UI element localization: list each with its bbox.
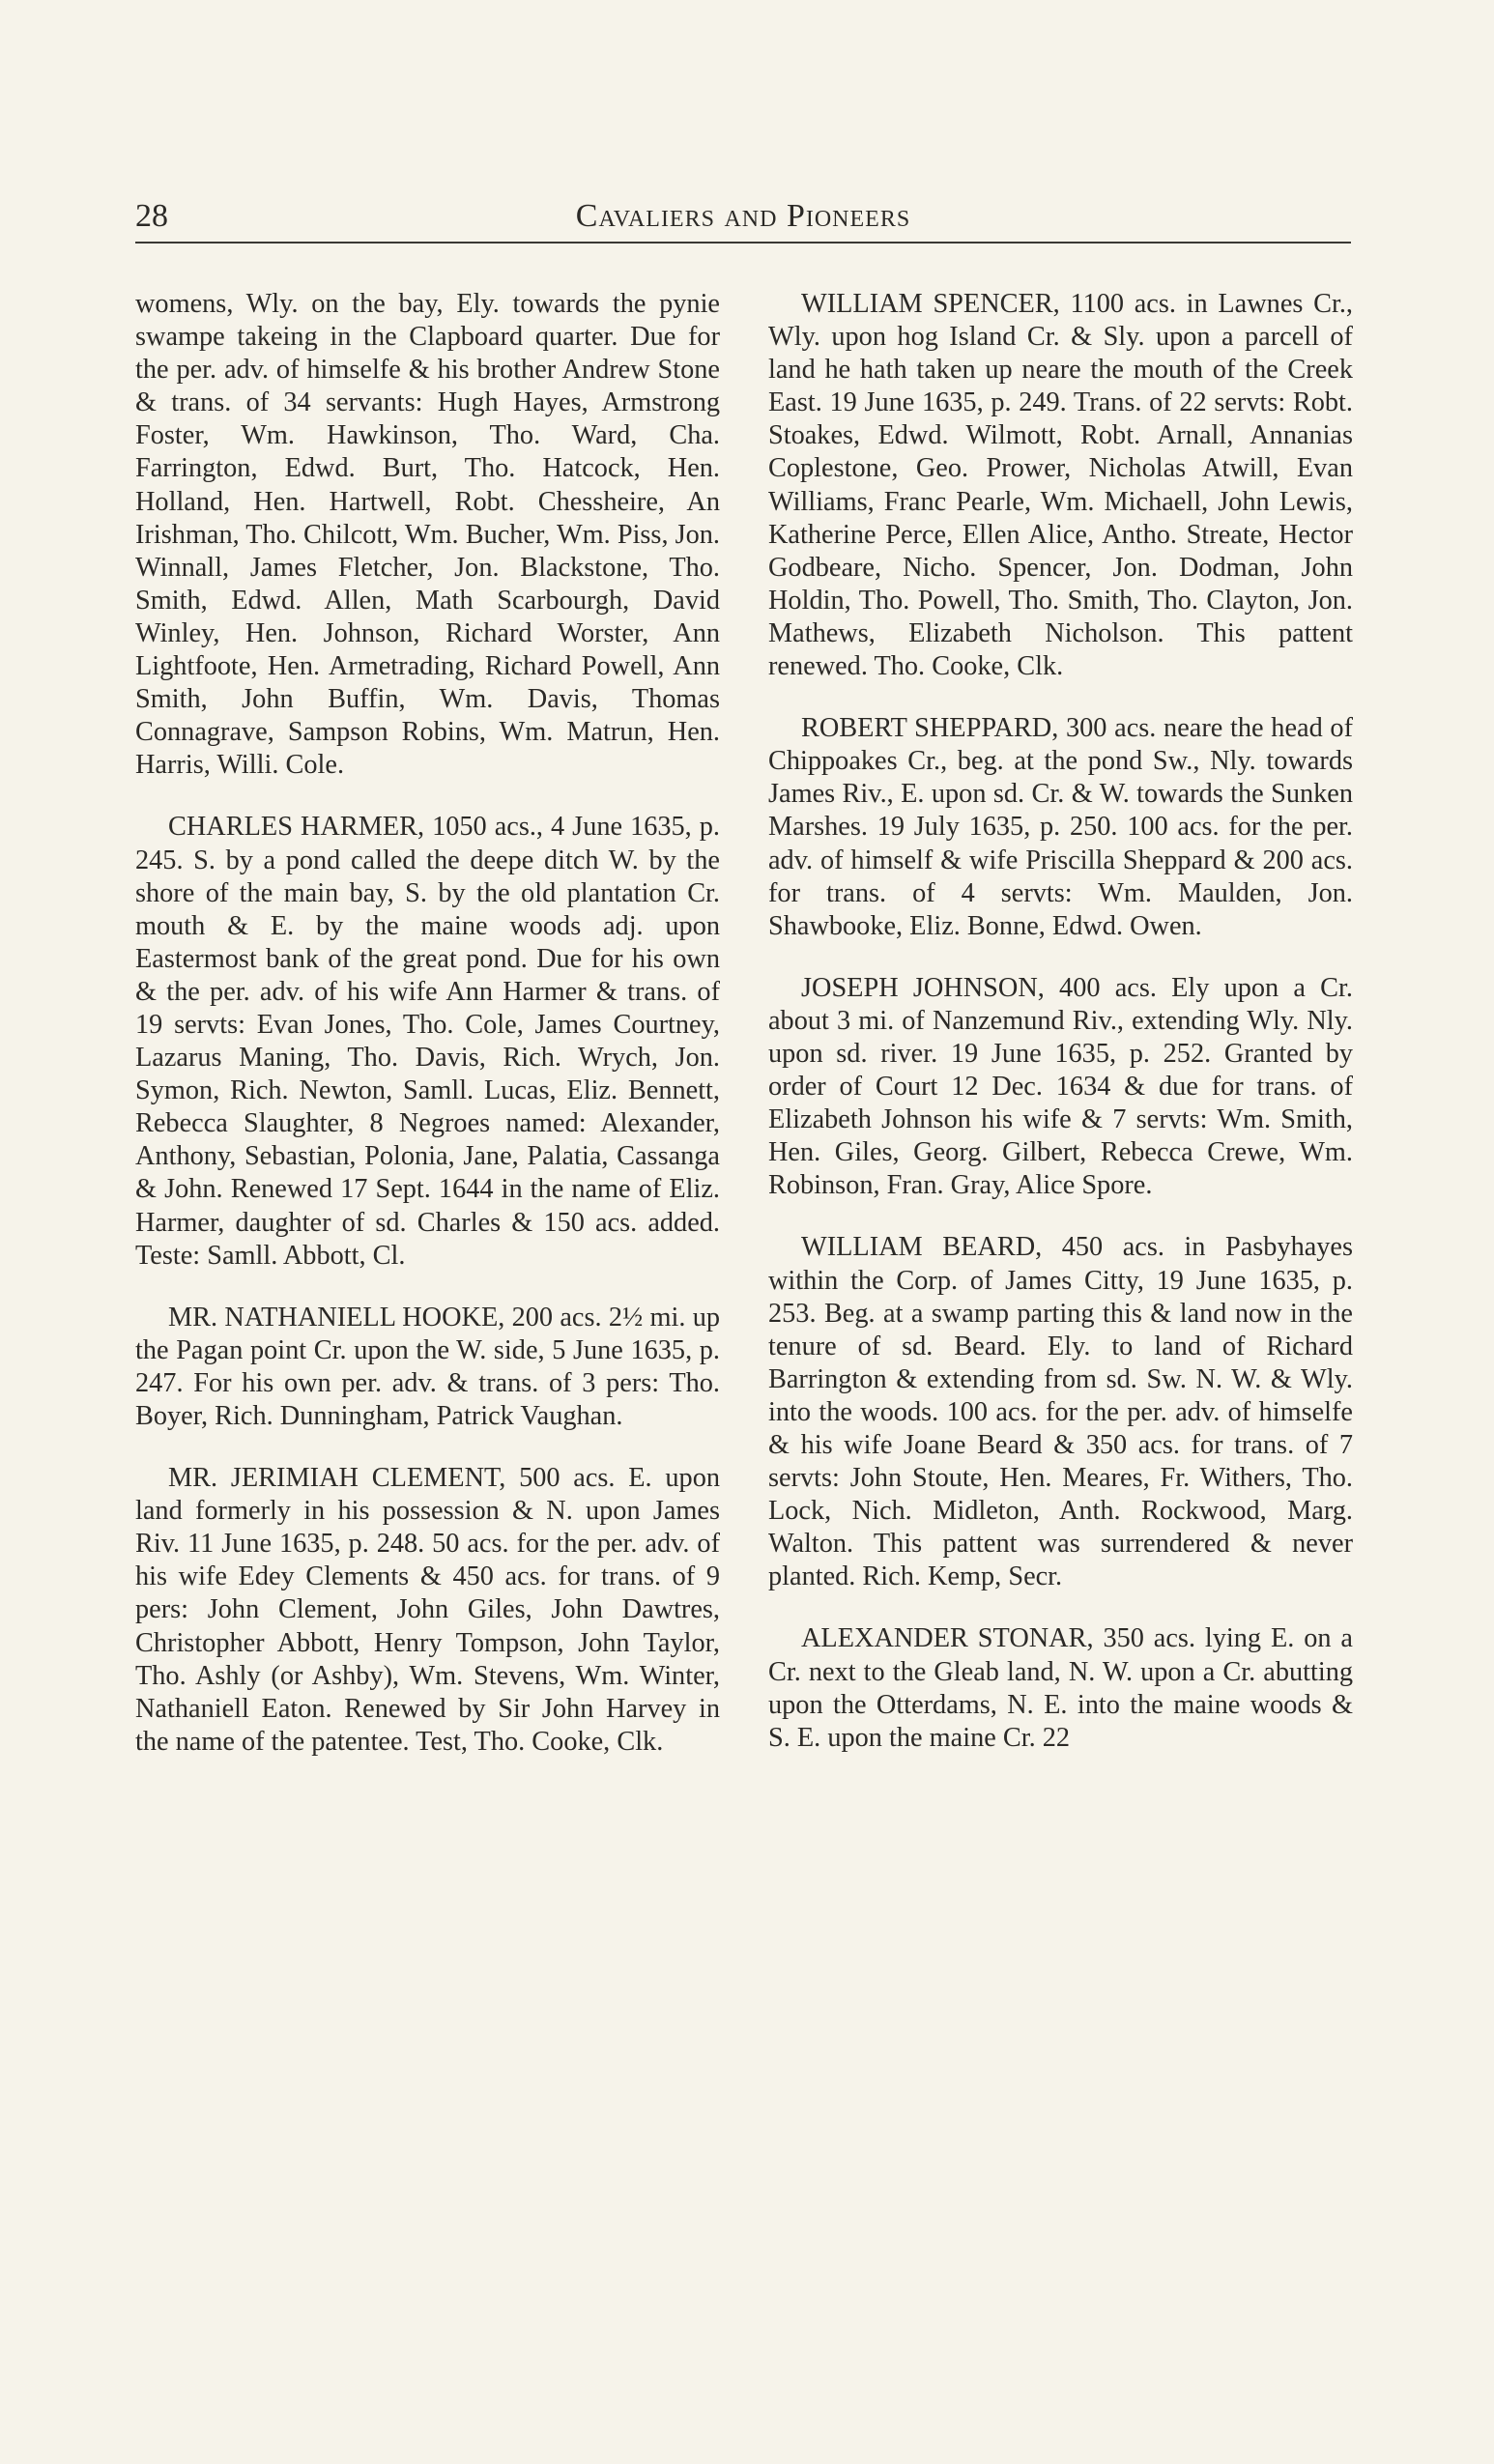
running-title: Cavaliers and Pioneers	[575, 198, 911, 234]
header-rule	[135, 242, 1351, 244]
paragraph-charles-harmer: CHARLES HARMER, 1050 acs., 4 June 1635, p. 245. S. by a pond called the deepe ditch W. by the shore of the main bay, S. by the old plantation Cr. mouth & E. by the maine woods adj. upon Eastermost bank of the great pond. Due for his own & the per. adv. of his wife Ann Harmer & trans. of 19 servts: Evan Jones, Tho. Cole, James Courtney, Lazarus Maning, Tho. Davis, Rich. Wrych, Jon. Symon, Rich. Newton, Samll. Lucas, Eliz. Bennett, Rebecca Slaughter, 8 Negroes named: Alexander, Anthony, Sebastian, Polonia, Jane, Palatia, Cassanga & John. Renewed 17 Sept. 1644 in the name of Eliz. Harmer, daughter of sd. Charles & 150 acs. added. Teste: Samll. Abbott, Cl.	[135, 812, 720, 1271]
paragraph-alexander-stonar: ALEXANDER STONAR, 350 acs. lying E. on a Cr. next to the Gleab land, N. W. upon a Cr. abutting upon the Otterdams, N. E. into the maine woods & S. E. upon the maine Cr. 22	[768, 1623, 1353, 1753]
paragraph-william-spencer: WILLIAM SPENCER, 1100 acs. in Lawnes Cr., Wly. upon hog Island Cr. & Sly. upon a parcell of land he hath taken up neare the mouth of the Creek East. 19 June 1635, p. 249. Trans. of 22 servts: Robt. Stoakes, Edwd. Wilmott, Robt. Arnall, Annanias Coplestone, Geo. Prower, Nicholas Atwill, Evan Williams, Franc Pearle, Wm. Michaell, John Lewis, Katherine Perce, Ellen Alice, Antho. Streate, Hector Godbeare, Nicho. Spencer, Jon. Dodman, John Holdin, Tho. Powell, Tho. Smith, Tho. Clayton, Jon. Mathews, Elizabeth Nicholson. This pattent renewed. Tho. Cooke, Clk.	[768, 289, 1353, 682]
page-number: 28	[135, 198, 168, 234]
paragraph-jerimiah-clement: MR. JERIMIAH CLEMENT, 500 acs. E. upon land formerly in his possession & N. upon James Riv. 11 June 1635, p. 248. 50 acs. for the per. adv. of his wife Edey Clements & 450 acs. for trans. of 9 pers: John Clement, John Giles, John Dawtres, Christopher Abbott, Henry Tompson, John Taylor, Tho. Ashly (or Ashby), Wm. Stevens, Wm. Winter, Nathaniell Eaton. Renewed by Sir John Harvey in the name of the patentee. Test, Tho. Cooke, Clk.	[135, 1463, 720, 1757]
paragraph-robert-sheppard: ROBERT SHEPPARD, 300 acs. neare the head of Chippoakes Cr., beg. at the pond Sw., Nly. towards James Riv., E. upon sd. Cr. & W. towards the Sunken Marshes. 19 July 1635, p. 250. 100 acs. for the per. adv. of himself & wife Priscilla Sheppard & 200 acs. for trans. of 4 servts: Wm. Maulden, Jon. Shawbooke, Eliz. Bonne, Edwd. Owen.	[768, 713, 1353, 941]
page-header	[135, 193, 1351, 240]
left-column	[135, 288, 720, 2240]
paragraph-william-beard: WILLIAM BEARD, 450 acs. in Pasbyhayes within the Corp. of James Citty, 19 June 1635, p. 253. Beg. at a swamp parting this & land now in the tenure of sd. Beard. Ely. to land of Richard Barrington & extending from sd. Sw. N. W. & Wly. into the woods. 100 acs. for the per. adv. of himselfe & his wife Joane Beard & 350 acs. for trans. of 7 servts: John Stoute, Hen. Meares, Fr. Withers, Tho. Lock, Nich. Midleton, Anth. Rockwood, Marg. Walton. This pattent was surrendered & never planted. Rich. Kemp, Secr.	[768, 1232, 1353, 1592]
paragraph-continued: womens, Wly. on the bay, Ely. towards the pynie swampe takeing in the Clapboard quarter. Due for the per. adv. of himselfe & his brother Andrew Stone & trans. of 34 servants: Hugh Hayes, Armstrong Foster, Wm. Hawkinson, Tho. Ward, Cha. Farrington, Edwd. Burt, Tho. Hatcock, Hen. Holland, Hen. Hartwell, Robt. Chessheire, An Irishman, Tho. Chilcott, Wm. Bucher, Wm. Piss, Jon. Winnall, James Fletcher, Jon. Blackstone, Tho. Smith, Edwd. Allen, Math Scarbourgh, David Winley, Hen. Johnson, Richard Worster, Ann Lightfoote, Hen. Armetrading, Richard Powell, Ann Smith, John Buffin, Wm. Davis, Thomas Connagrave, Sampson Robins, Wm. Matrun, Hen. Harris, Willi. Cole.	[135, 289, 720, 781]
paragraph-joseph-johnson: JOSEPH JOHNSON, 400 acs. Ely upon a Cr. about 3 mi. of Nanzemund Riv., extending Wly. Nly. upon sd. river. 19 June 1635, p. 252. Granted by order of Court 12 Dec. 1634 & due for trans. of Elizabeth Johnson his wife & 7 servts: Wm. Smith, Hen. Giles, Georg. Gilbert, Rebecca Crewe, Wm. Robinson, Fran. Gray, Alice Spore.	[768, 972, 1353, 1201]
paragraph-nathaniell-hooke: MR. NATHANIELL HOOKE, 200 acs. 2½ mi. up the Pagan point Cr. upon the W. side, 5 June 1635, p. 247. For his own per. adv. & trans. of 3 pers: Tho. Boyer, Rich. Dunningham, Patrick Vaughan.	[135, 1302, 720, 1431]
right-column	[768, 288, 1353, 2240]
